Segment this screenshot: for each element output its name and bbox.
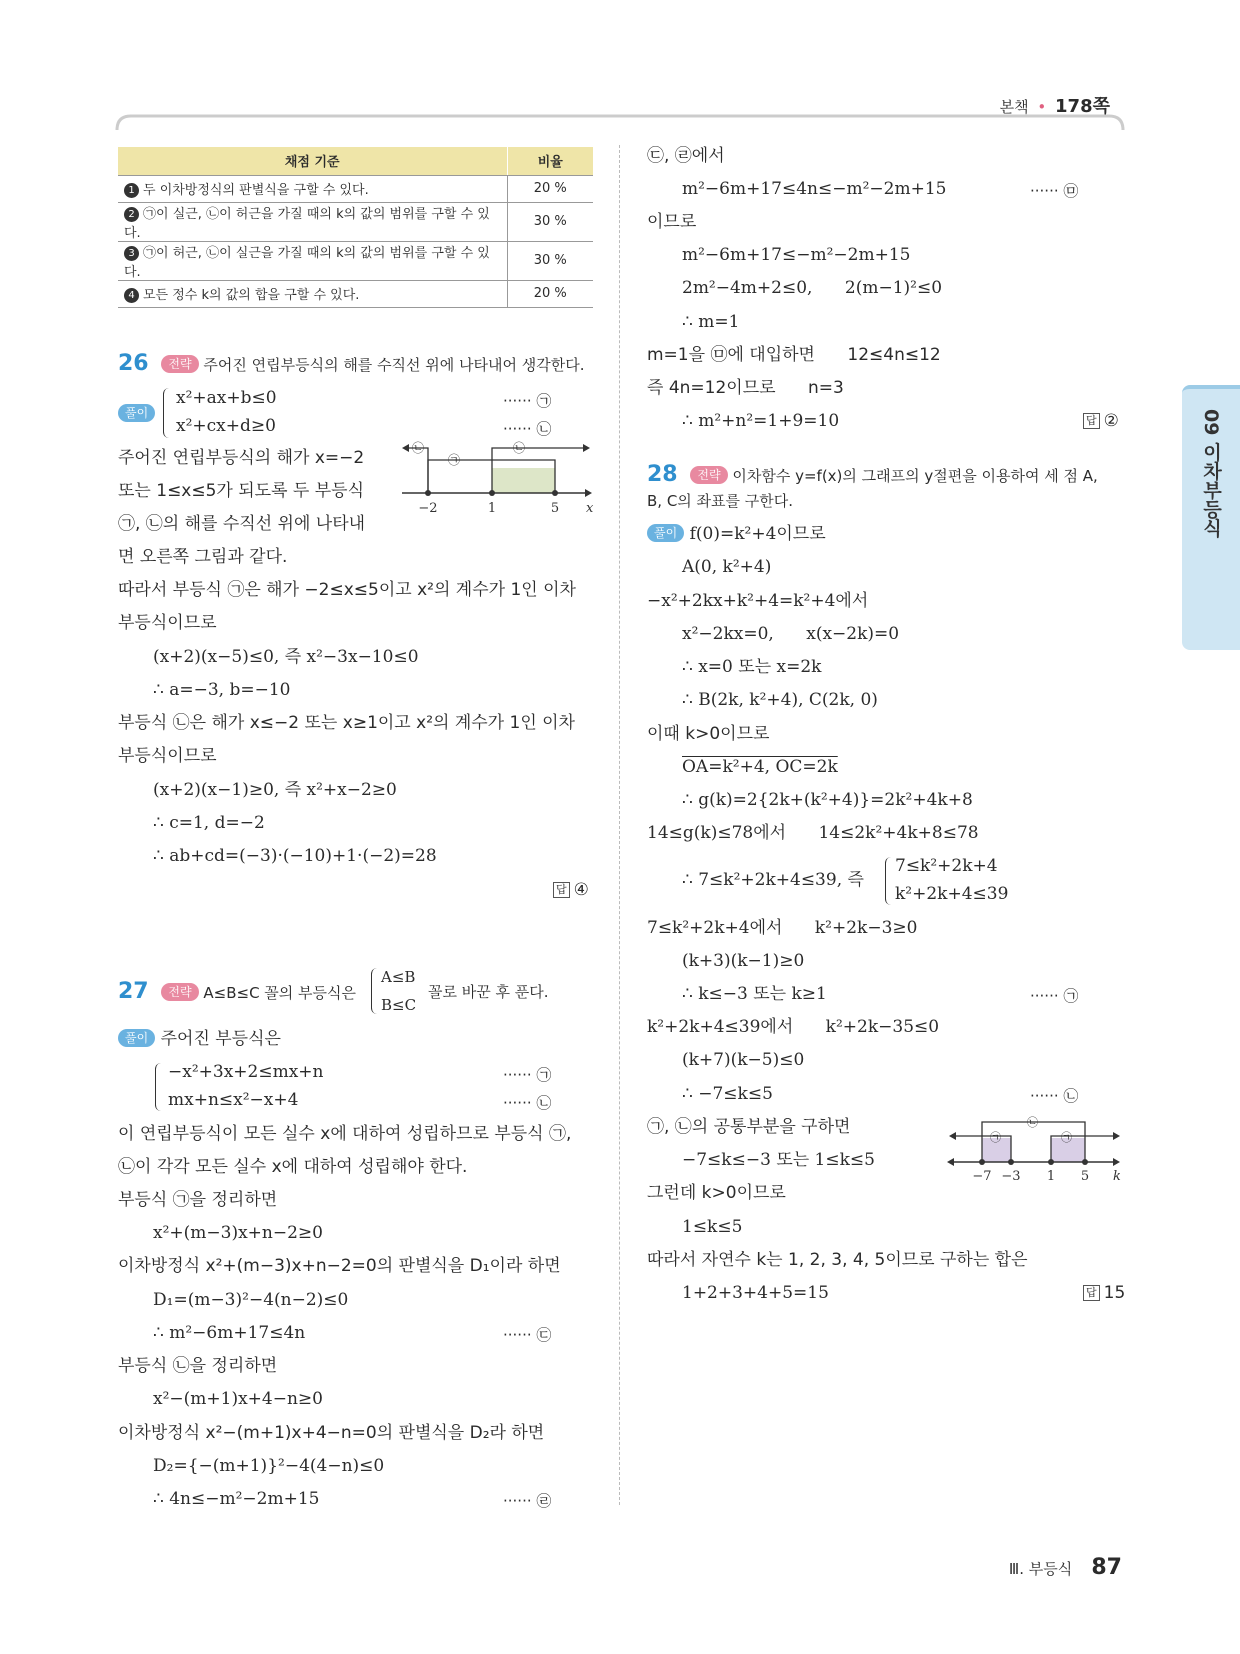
q27-l10: 이차방정식 x²−(m+1)x+4−n=0의 판별식을 D₂라 하면	[118, 1423, 545, 1443]
q27-mark5: ······ ㉤	[1030, 182, 1079, 200]
q27-l9: x²−(m+1)x+4−n≥0	[153, 1389, 323, 1409]
q28-strategy1: 이차함수 y=f(x)의 그래프의 y절편을 이용하여 세 점 A,	[732, 467, 1098, 485]
q28-mark1: ······ ㉠	[1030, 987, 1079, 1005]
header-page-ref: 178쪽	[1055, 96, 1110, 117]
criteria-text: 두 이차방정식의 판별식을 구할 수 있다.	[143, 183, 369, 198]
answer-tag: 답	[553, 882, 570, 898]
q26-l6: 부등식이므로	[118, 613, 217, 633]
q27-r1: ㉢, ㉣에서	[647, 146, 725, 166]
q28-l6: ∴ B(2k, k²+4), C(2k, 0)	[682, 690, 878, 710]
q26-sys1: x²+ax+b≤0	[176, 388, 277, 408]
step-number-badge: 3	[124, 246, 139, 261]
q28-l7: 이때 k>0이므로	[647, 724, 770, 744]
table-header-criteria: 채점 기준	[118, 147, 507, 175]
q28-l11: ∴ 7≤k²+2k+4≤39, 즉	[682, 870, 864, 890]
q27-mark1: ······ ㉠	[503, 1066, 552, 1084]
table-row	[118, 241, 593, 280]
q27-l2: ㉡이 각각 모든 실수 x에 대하여 성립해야 한다.	[118, 1157, 468, 1177]
step-number-badge: 4	[124, 288, 139, 303]
q28-l5: ∴ x=0 또는 x=2k	[682, 657, 822, 677]
q28-answer	[1083, 1281, 1125, 1305]
axis-arrow-icon	[1113, 1158, 1120, 1166]
q26-number-line-figure	[400, 440, 595, 518]
q28-l19: −7≤k≤−3 또는 1≤k≤5	[682, 1150, 875, 1170]
system-brace	[885, 857, 893, 905]
q27-r5: 2m²−4m+2≤0, 2(m−1)²≤0	[682, 278, 943, 298]
q27-strategy-line	[118, 980, 356, 1005]
q26-l8: ∴ a=−3, b=−10	[153, 680, 291, 700]
axis-variable-label: k	[1113, 1169, 1121, 1184]
q28-l4: x²−2kx=0, x(x−2k)=0	[682, 624, 900, 644]
q27-l1: 이 연립부등식이 모든 실수 x에 대하여 성립하므로 부등식 ㉠,	[118, 1124, 572, 1144]
q27-strategy-pre: A≤B≤C 꼴의 부등식은	[203, 984, 357, 1002]
table-header-row	[118, 147, 593, 175]
set-2-label: ㉡	[513, 441, 526, 455]
set-1-label: ㉠	[448, 453, 461, 467]
table-header-ratio: 비율	[507, 147, 593, 175]
q28-number-line-figure	[945, 1110, 1125, 1185]
q28-number: 28	[647, 462, 678, 487]
table-row	[118, 280, 593, 307]
q28-l14: ∴ k≤−3 또는 k≥1	[682, 984, 827, 1004]
set-1-label: ㉠	[990, 1131, 1001, 1144]
q28-l8: OA=k²+4, OC=2k	[682, 757, 838, 777]
ratio-cell: 30 %	[507, 241, 593, 280]
page-header	[0, 0, 1240, 130]
q28-strategy2: B, C의 좌표를 구한다.	[647, 492, 794, 510]
q26-number: 26	[118, 351, 149, 376]
solution-tag: 풀이	[118, 404, 155, 422]
q27-r3: 이므로	[647, 212, 697, 232]
tick-point	[552, 490, 558, 496]
solution-tag: 풀이	[118, 1029, 155, 1047]
q27-number: 27	[118, 979, 149, 1004]
solution-tag: 풀이	[647, 524, 684, 542]
q28-strategy-line	[647, 463, 1098, 488]
strategy-tag: 전략	[161, 355, 198, 373]
tick-label: −7	[972, 1169, 992, 1184]
q27-sys2: mx+n≤x²−x+4	[168, 1090, 299, 1110]
q28-l20: 그런데 k>0이므로	[647, 1183, 786, 1203]
q27-r9: ∴ m²+n²=1+9=10	[682, 411, 840, 431]
q26-l2: 또는 1≤x≤5가 되도록 두 부등식	[118, 481, 365, 501]
axis-arrow-icon	[585, 489, 592, 497]
tick-point	[1008, 1159, 1014, 1165]
q26-l13: ∴ ab+cd=(−3)·(−10)+1·(−2)=28	[153, 846, 437, 866]
q27-l4: x²+(m−3)x+n−2≥0	[153, 1223, 323, 1243]
q26-l4: 면 오른쪽 그림과 같다.	[118, 547, 288, 567]
q27-r4: m²−6m+17≤−m²−2m+15	[682, 245, 911, 265]
q27-r8: 즉 4n=12이므로 n=3	[647, 378, 844, 398]
q27-mark2: ······ ㉡	[503, 1094, 552, 1112]
q27-l12: ∴ 4n≤−m²−2m+15	[153, 1489, 320, 1509]
q27-l7: ∴ m²−6m+17≤4n	[153, 1323, 306, 1343]
q28-l3: −x²+2kx+k²+4=k²+4에서	[647, 591, 869, 611]
table-cell	[118, 241, 507, 280]
tick-label: 1	[1046, 1169, 1056, 1184]
q28-l10: 14≤g(k)≤78에서 14≤2k²+4k+8≤78	[647, 823, 979, 843]
q27-strategy-post: 꼴로 바꾼 후 푼다.	[428, 983, 549, 1001]
ray-arrow-icon	[949, 1132, 956, 1140]
q27-brace2: B≤C	[381, 996, 417, 1014]
q28-l12: 7≤k²+2k+4에서 k²+2k−3≥0	[647, 918, 918, 938]
q28-l16: (k+7)(k−5)≤0	[682, 1050, 805, 1070]
answer-value: ②	[1103, 411, 1119, 431]
tick-label: 1	[487, 501, 497, 516]
q28-l2: A(0, k²+4)	[682, 557, 772, 577]
tick-label: −3	[1001, 1169, 1021, 1184]
side-tab-label: 09 이차부등식	[1200, 409, 1222, 538]
answer-tag: 답	[1083, 413, 1100, 429]
criteria-text: ㉠이 실근, ㉡이 허근을 가질 때의 k의 값의 범위를 구할 수 있다.	[124, 206, 490, 241]
q26-l7: (x+2)(x−5)≤0, 즉 x²−3x−10≤0	[153, 647, 419, 667]
answer-value: ④	[573, 880, 589, 900]
answer-value: 15	[1103, 1283, 1126, 1303]
score-table-wrap	[118, 147, 593, 308]
ray-arrow-icon	[1113, 1132, 1120, 1140]
ray-arrow-icon	[583, 444, 590, 452]
q27-r6: ∴ m=1	[682, 312, 740, 332]
q26-sys2: x²+cx+d≥0	[176, 416, 276, 436]
q26-l3: ㉠, ㉡의 해를 수직선 위에 나타내	[118, 514, 366, 534]
header-rule	[115, 112, 1125, 132]
table-cell	[118, 280, 507, 307]
q26-mark1: ······ ㉠	[503, 392, 552, 410]
q27-l6: D₁=(m−3)²−4(n−2)≤0	[153, 1290, 349, 1310]
q26-strategy: 주어진 연립부등식의 해를 수직선 위에 나타내어 생각한다.	[203, 356, 585, 374]
q27-sys1: −x²+3x+2≤mx+n	[168, 1062, 324, 1082]
tick-point	[1082, 1159, 1088, 1165]
q26-mark2: ······ ㉡	[503, 420, 552, 438]
ratio-cell: 30 %	[507, 202, 593, 241]
q27-l0-line	[118, 1027, 281, 1051]
solution-region	[492, 468, 555, 493]
footer-page-number: 87	[1091, 1555, 1122, 1580]
q28-l9: ∴ g(k)=2{2k+(k²+4)}=2k²+4k+8	[682, 790, 973, 810]
footer-chapter: Ⅲ. 부등식	[1008, 1560, 1073, 1578]
step-number-badge: 1	[124, 183, 139, 198]
q28-l15: k²+2k+4≤39에서 k²+2k−35≤0	[647, 1017, 940, 1037]
q28-mark2: ······ ㉡	[1030, 1087, 1079, 1105]
step-number-badge: 2	[124, 207, 139, 222]
q26-l5: 따라서 부등식 ㉠은 해가 −2≤x≤5이고 x²의 계수가 1인 이차	[118, 580, 576, 600]
q27-mark3: ······ ㉢	[503, 1326, 552, 1344]
q27-r7: m=1을 ㉤에 대입하면 12≤4n≤12	[647, 345, 941, 365]
q27-l3: 부등식 ㉠을 정리하면	[118, 1190, 278, 1210]
q27-l11: D₂={−(m+1)}²−4(4−n)≤0	[153, 1456, 385, 1476]
tick-label: 5	[1080, 1169, 1090, 1184]
ratio-cell: 20 %	[507, 175, 593, 202]
strategy-brace	[371, 968, 379, 1014]
q28-b2: k²+2k+4≤39	[895, 884, 1009, 904]
ray-arrow-icon	[402, 444, 409, 452]
q26-l1: 주어진 연립부등식의 해가 x=−2	[118, 448, 365, 468]
tick-point	[1048, 1159, 1054, 1165]
system-brace	[155, 1063, 163, 1111]
bullet-icon: •	[1037, 98, 1047, 116]
axis-variable-label: x	[586, 501, 594, 516]
q28-l21: 1≤k≤5	[682, 1217, 743, 1237]
score-table	[118, 147, 593, 308]
tick-point	[489, 490, 495, 496]
column-divider	[619, 145, 620, 1505]
q27-mark4: ······ ㉣	[503, 1492, 552, 1510]
ratio-cell: 20 %	[507, 280, 593, 307]
tick-point	[979, 1159, 985, 1165]
table-row	[118, 202, 593, 241]
criteria-text: ㉠이 허근, ㉡이 실근을 가질 때의 k의 값의 범위를 구할 수 있다.	[124, 245, 490, 280]
q27-l5: 이차방정식 x²+(m−3)x+n−2=0의 판별식을 D₁이라 하면	[118, 1256, 561, 1276]
table-cell	[118, 175, 507, 202]
q27-l8: 부등식 ㉡을 정리하면	[118, 1356, 278, 1376]
q27-r2: m²−6m+17≤4n≤−m²−2m+15	[682, 179, 947, 199]
q28-l22: 따라서 자연수 k는 1, 2, 3, 4, 5이므로 구하는 합은	[647, 1250, 1028, 1270]
q28-l13: (k+3)(k−1)≥0	[682, 951, 805, 971]
q26-strategy-line	[118, 352, 585, 377]
header-book: 본책	[999, 98, 1029, 116]
strategy-tag: 전략	[690, 466, 727, 484]
tick-label: 5	[550, 501, 560, 516]
q26-l9: 부등식 ㉡은 해가 x≤−2 또는 x≥1이고 x²의 계수가 1인 이차	[118, 713, 575, 733]
q27-brace1: A≤B	[381, 968, 416, 986]
strategy-tag: 전략	[161, 983, 198, 1001]
q26-l10: 부등식이므로	[118, 746, 217, 766]
tick-point	[425, 490, 431, 496]
set-2-label: ㉡	[412, 441, 425, 455]
q28-l1-line	[647, 522, 826, 546]
set-1-label: ㉠	[1061, 1131, 1072, 1144]
q28-b1: 7≤k²+2k+4	[895, 856, 998, 876]
tick-label: −2	[418, 501, 438, 516]
axis-arrow-icon	[947, 1158, 954, 1166]
criteria-text: 모든 정수 k의 값의 합을 구할 수 있다.	[143, 288, 360, 303]
page-footer	[1009, 1555, 1122, 1580]
q27-answer	[1083, 409, 1119, 433]
q27-l0: 주어진 부등식은	[160, 1029, 281, 1049]
q28-l23: 1+2+3+4+5=15	[682, 1283, 829, 1303]
q26-answer	[553, 878, 589, 902]
side-tab	[1182, 385, 1240, 650]
q28-l1: f(0)=k²+4이므로	[689, 524, 826, 544]
q26-l11: (x+2)(x−1)≥0, 즉 x²+x−2≥0	[153, 780, 397, 800]
q28-l18: ㉠, ㉡의 공통부분을 구하면	[647, 1117, 851, 1137]
system-brace	[163, 388, 171, 438]
q28-l17: ∴ −7≤k≤5	[682, 1084, 773, 1104]
answer-tag: 답	[1083, 1285, 1100, 1301]
set-2-label: ㉡	[1027, 1116, 1038, 1129]
q26-l12: ∴ c=1, d=−2	[153, 813, 265, 833]
table-row	[118, 175, 593, 202]
table-cell	[118, 202, 507, 241]
